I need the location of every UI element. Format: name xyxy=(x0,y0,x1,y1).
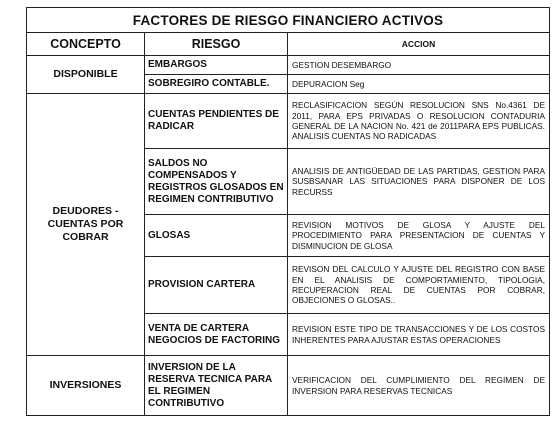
accion-cell: REVISION ESTE TIPO DE TRANSACCIONES Y DE LOS COSTOS INHERENTES PARA AJUSTAR ESTAS OPERACIONES xyxy=(288,314,550,356)
riesgo-cell: CUENTAS PENDIENTES DE RADICAR xyxy=(145,94,288,149)
riesgo-cell: PROVISION CARTERA xyxy=(145,257,288,314)
concepto-disponible: DISPONIBLE xyxy=(27,56,145,94)
header-concepto: CONCEPTO xyxy=(27,33,145,56)
table-title: FACTORES DE RIESGO FINANCIERO ACTIVOS xyxy=(27,8,550,33)
riesgo-cell: VENTA DE CARTERA NEGOCIOS DE FACTORING xyxy=(145,314,288,356)
risk-table-container xyxy=(26,7,549,416)
accion-cell: VERIFICACION DEL CUMPLIMIENTO DEL REGIMEN DE INVERSION PARA RESERVAS TECNICAS xyxy=(288,356,550,416)
accion-cell: DEPURACION Seg xyxy=(288,75,550,94)
table-row xyxy=(27,94,550,149)
concepto-deudores: DEUDORES - CUENTAS POR COBRAR xyxy=(27,94,145,356)
riesgo-cell: SALDOS NO COMPENSADOS Y REGISTROS GLOSADOS EN REGIMEN CONTRIBUTIVO xyxy=(145,149,288,215)
accion-cell: ANALISIS DE ANTIGÜEDAD DE LAS PARTIDAS, GESTION PARA SUSBSANAR LAS SITUACIONES PARA DISPONER DE LOS RECURSS xyxy=(288,149,550,215)
riesgo-cell: INVERSION DE LA RESERVA TECNICA PARA EL REGIMEN CONTRIBUTIVO xyxy=(145,356,288,416)
concepto-inversiones: INVERSIONES xyxy=(27,356,145,416)
table-row xyxy=(27,56,550,75)
table-row xyxy=(27,356,550,416)
accion-cell: REVISON DEL CALCULO Y AJUSTE DEL REGISTRO CON BASE EN EL ANALISIS DE COMPORTAMIENTO, TIPOLOGIA, RECUPERACION REAL DE CUENTAS POR COBRAR, OBJECIONES O GLOSAS.. xyxy=(288,257,550,314)
riesgo-cell: GLOSAS xyxy=(145,215,288,257)
accion-cell: REVISION MOTIVOS DE GLOSA Y AJUSTE DEL PROCEDIMIENTO PARA PRESENTACION DE CUENTAS Y DISMINUCION DE GLOSA xyxy=(288,215,550,257)
accion-cell: RECLASIFICACION SEGÚN RESOLUCION SNS No.4361 DE 2011, PARA EPS PRIVADAS O RESOLUCION CONTADURIA GENERAL DE LA NACION No. 421 de 2011PARA EPS PUBLICAS. ANALISIS CUENTAS NO RADICADAS xyxy=(288,94,550,149)
risk-factors-table xyxy=(26,7,550,416)
riesgo-cell: EMBARGOS xyxy=(145,56,288,75)
header-riesgo: RIESGO xyxy=(145,33,288,56)
accion-cell: GESTION DESEMBARGO xyxy=(288,56,550,75)
riesgo-cell: SOBREGIRO CONTABLE. xyxy=(145,75,288,94)
header-accion: ACCION xyxy=(288,33,550,56)
